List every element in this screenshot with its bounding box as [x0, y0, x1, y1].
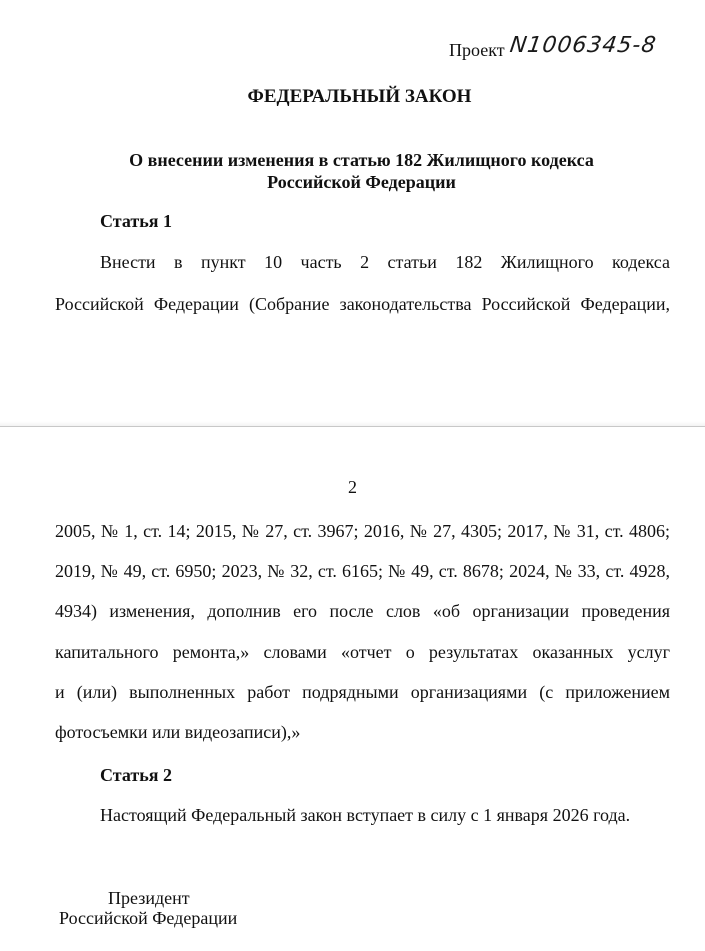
article-2-text: Настоящий Федеральный закон вступает в силу с 1 января 2026 года. — [100, 805, 631, 825]
page-2-line-1: 2005, № 1, ст. 14; 2015, № 27, ст. 3967; 2016, № 27, 4305; 2017, № 31, ст. 4806; — [55, 521, 670, 541]
article-1-heading: Статья 1 — [100, 211, 172, 231]
page-2-line-5: и (или) выполненных работ подрядными организациями (с приложением — [55, 682, 670, 702]
article-2-heading: Статья 2 — [100, 765, 172, 785]
handwritten-project-number: N1006345-8 — [508, 33, 659, 58]
page-number: 2 — [348, 477, 357, 497]
page-break-separator — [0, 421, 705, 431]
page-2-line-2: 2019, № 49, ст. 6950; 2023, № 32, ст. 6165; № 49, ст. 8678; 2024, № 33, ст. 4928, — [55, 561, 670, 581]
law-heading: ФЕДЕРАЛЬНЫЙ ЗАКОН — [247, 86, 472, 107]
president-title: Президент — [108, 888, 190, 908]
page-2-line-4: капитального ремонта,» словами «отчет о результатах оказанных услуг — [55, 642, 670, 662]
page-2-line-6: фотосъемки или видеозаписи),» — [55, 722, 301, 742]
article-1-line-2: Российской Федерации (Собрание законодательства Российской Федерации, — [55, 294, 670, 314]
page-2-line-3: 4934) изменения, дополнив его после слов «об организации проведения — [55, 601, 670, 621]
project-label: Проект — [449, 40, 505, 60]
article-1-line-1: Внести в пункт 10 часть 2 статьи 182 Жилищного кодекса — [100, 252, 670, 272]
law-title-line-2: Российской Федерации — [267, 172, 456, 192]
law-title — [0, 149, 705, 193]
law-title-line-1: О внесении изменения в статью 182 Жилищного кодекса — [129, 150, 594, 170]
president-country: Российской Федерации — [59, 908, 238, 928]
